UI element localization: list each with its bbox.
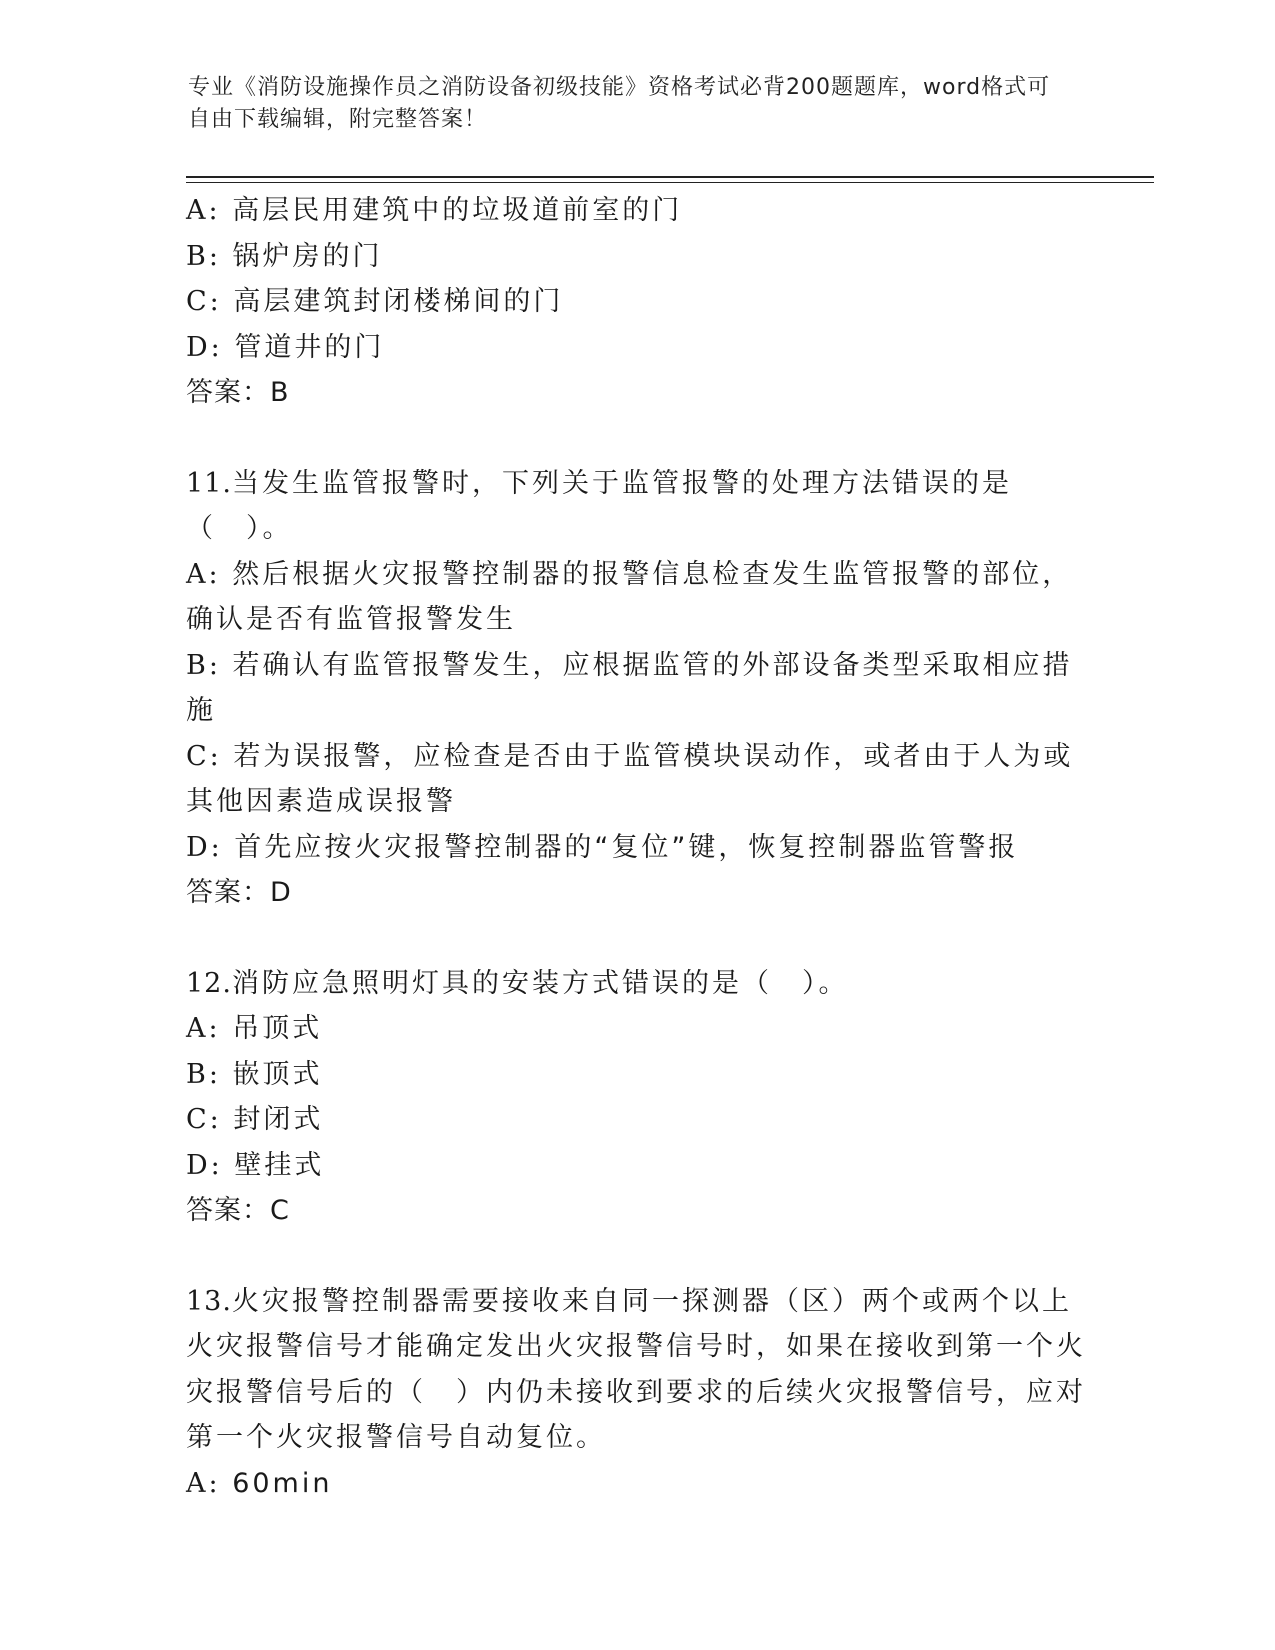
option-letter: B:: [186, 1058, 221, 1090]
option-text: 封闭式: [233, 1104, 324, 1135]
option-letter: B:: [186, 240, 221, 272]
option-letter: B:: [186, 649, 221, 681]
option-c: [186, 1097, 1086, 1143]
answer: 答案：C: [186, 1195, 290, 1226]
question-stem: [186, 461, 1086, 552]
option-b: [186, 1052, 1086, 1098]
question-text: 当发生监管报警时，下列关于监管报警的处理方法错误的是（ ）。: [186, 467, 1012, 544]
header-rule-thick: [186, 176, 1154, 178]
option-letter: C:: [186, 740, 222, 772]
question-13: [186, 1279, 1086, 1507]
option-text: 管道井的门: [234, 331, 385, 363]
option-letter: D:: [186, 1149, 223, 1181]
option-a: [186, 1461, 1086, 1507]
option-text: 若确认有监管报警发生，应根据监管的外部设备类型采取相应措施: [186, 649, 1073, 726]
option-text: 吊顶式: [232, 1013, 323, 1044]
option-text: 首先应按火灾报警控制器的“复位”键，恢复控制器监管警报: [234, 831, 1019, 863]
document-body: [186, 188, 1086, 1506]
option-d: [186, 325, 1086, 371]
option-text: 壁挂式: [234, 1149, 325, 1181]
option-d: [186, 1143, 1086, 1189]
option-letter: A:: [186, 558, 221, 590]
question-stem: [186, 961, 1086, 1007]
question-text: 火灾报警控制器需要接收来自同一探测器（区）两个或两个以上火灾报警信号才能确定发出火灾报警信号时，如果在接收到第一个火灾报警信号后的（ ）内仍未接收到要求的后续火灾报警信号，应对第一个火灾报警信号自动复位。: [186, 1285, 1086, 1453]
option-text: 然后根据火灾报警控制器的报警信息检查发生监管报警的部位，确认是否有监管报警发生: [186, 558, 1073, 635]
option-letter: A:: [186, 195, 221, 226]
header-title: 专业《消防设施操作员之消防设备初级技能》资格考试必背200题题库，word格式可自由下载编辑，附完整答案！: [188, 75, 1051, 132]
option-letter: D:: [186, 331, 223, 363]
question-number: 11.: [186, 467, 232, 499]
option-text: 60min: [232, 1467, 333, 1499]
option-text: 高层民用建筑中的垃圾道前室的门: [232, 195, 683, 226]
option-b: [186, 234, 1086, 280]
question-11: [186, 461, 1086, 916]
option-text: 锅炉房的门: [232, 240, 383, 272]
answer: 答案：D: [186, 877, 292, 908]
option-text: 嵌顶式: [232, 1058, 323, 1090]
question-text: 消防应急照明灯具的安装方式错误的是（ ）。: [231, 967, 849, 999]
option-letter: A:: [186, 1467, 221, 1499]
header-rule-thin: [186, 182, 1154, 183]
option-letter: D:: [186, 831, 223, 863]
option-letter: C:: [186, 1104, 222, 1135]
option-c: [186, 279, 1086, 325]
option-letter: A:: [186, 1013, 221, 1044]
option-text: 高层建筑封闭楼梯间的门: [233, 286, 564, 317]
answer: 答案：B: [186, 377, 290, 408]
question-10: [186, 188, 1086, 416]
question-12: [186, 961, 1086, 1234]
question-stem: [186, 1279, 1086, 1461]
option-a: [186, 188, 1086, 234]
option-letter: C:: [186, 286, 222, 317]
question-number: 12.: [186, 967, 232, 999]
option-a: [186, 1006, 1086, 1052]
document-header: [188, 72, 1068, 136]
option-d: [186, 825, 1086, 871]
option-a: [186, 552, 1086, 643]
option-b: [186, 643, 1086, 734]
option-c: [186, 734, 1086, 825]
option-text: 若为误报警，应检查是否由于监管模块误动作，或者由于人为或其他因素造成误报警: [186, 740, 1074, 817]
question-number: 13.: [186, 1285, 232, 1317]
